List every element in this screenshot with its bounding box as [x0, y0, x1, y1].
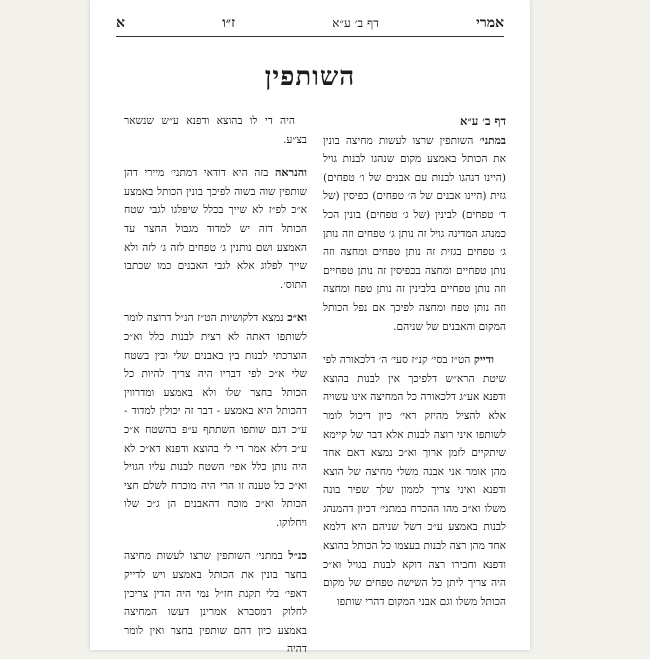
paragraph-5 [124, 546, 307, 659]
running-header [116, 12, 504, 34]
header-tractate: ז״ו [222, 14, 236, 31]
paragraph-4 [124, 308, 307, 532]
paragraph-2 [323, 350, 506, 611]
header-divider [116, 36, 504, 37]
right-column [323, 112, 506, 632]
left-column [124, 112, 308, 656]
paragraph-text: נמצא דלקושיות הט״ז הנ״ל דרוצה לומר לשותפו דאתה לא רצית לבנות כלל וא״כ הוצרכתי לבנות בין באבנים שלי ובין בשטח שלי א״כ לפי דבריו היה צריך להיות כל הכותל בחצר שלו ולא באמצע ומדרווין דהכותל היא באמצע - דבר זה יכולין למדוד - ע״כ דגם שותפו השתתף ע״פ בהשטח א״כ ע״כ דלא אמר די לי בהוצא ודפנא דא״כ לא היה נותן כלל אפי׳ השטח לבנות עליו הגויל וא״כ כל טענה זו הרי היה מוכרח לשלם חצי הכותל וא״כ מוכח דהאבנים הן ג״כ שלו ויחלוקו. [124, 312, 307, 529]
paragraph-3 [124, 163, 307, 294]
lead-word: כנ״ל [288, 548, 307, 563]
paragraph-text: היה די לו בהוצא ודפנא ע״ש שנשאר בצ״ע. [124, 115, 307, 146]
lead-word: וא״כ [287, 310, 307, 325]
lead-word: ודייק [473, 352, 494, 367]
header-folio: דף ב׳ ע״א [332, 15, 379, 30]
mishna-heading: במתני׳ [479, 134, 506, 147]
header-volume-letter: א [116, 14, 125, 31]
lead-word: והנראה [274, 165, 308, 180]
paragraph-text: השותפין שרצו לעשות מחיצה בונין את הכותל באמצע מקום שנהגו לבנות גויל (היינו דנהגו לבנות עם אבנים של ו׳ טפחים) גזית (היינו אבנים של ה׳ טפחים) כפיסין (של ד׳ טפחים) לבינין (של ג׳ טפחים) בונין הכל כמנהג המדינה גויל זה נותן ג׳ טפחים וזה נותן ג׳ טפחים בגזית זה נותן טפחים ומחצה וזה נותן טפחיים ומחצה בכפיסין זה נותן טפחיים וזה נותן טפחיים בלבינין זה נותן טפח ומחצה וזה נותן טפח ומחצה לפיכך אם נפל הכותל המקום והאבנים של שניהם. [323, 134, 506, 333]
header-book-name: אמרי [476, 14, 504, 31]
book-page [90, 0, 530, 656]
daf-heading: דף ב׳ ע״א [460, 114, 506, 128]
paragraph-1 [323, 112, 506, 336]
chapter-title: השותפין [264, 62, 356, 92]
paragraph-text: בזה היא דודאי דמתני׳ מיירי דהן שותפין שוה בשוה לפיכך בונין הכותל באמצע א״כ לפ״ז לא שייך בכלל שיפלגו לגבי שטח הכותל דזה יש למדוד מגבול החצר עד האמצע ושם נותנין ג׳ טפחים לזה ג׳ לזה ולא שייך לפלוג אלא לגבי האבנים כמו שכתבו התוס׳. [124, 167, 307, 291]
paragraph-text: הט״ז בסי׳ קנ״ז סעי׳ ה׳ דלכאורה לפי שיטת הרא״ש דלפיכך אין לבנות בהוצא ודפנא אע״ג דלכאורה כל המחיצה אינו עשויה אלא להציל מהיזק ראי׳ כיון דיכול לומר לשותפו איני רוצה לבנות אלא דבר של קיימא שיתקיים לזמן ארוך וא״כ נמצא דאם אחד מהן אומר אני אבנה משלי מחיצה של הוצא ודפנא ואיני צריך לממון שלך שפיר בונה משלו וא״כ מהו ההכרח במתני׳ דכיון דהמנהג לבנות באמצע ע״כ דשל שניהם היא דלמא אחד מהן רצה לבנות בעצמו כל הכותל בהוצא ודפנא וחבירו רצה דוקא לבנות בגויל וא״כ היה צריך ליתן כל השישה טפחים של מקום הכותל משלו וגם אבני המקום דהרי שותפו [323, 354, 506, 608]
paragraph-text: במתני׳ השותפין שרצו לעשות מחיצה בחצר בונין את הכותל באמצע ויש לדייק דאפי׳ בלי תקנת חז״ל נמי היה הדין צריכין לחלוק דמסברא אמרינן דעשו המחיצה באמצע כיון דהם שותפין בחצר ואין לומר דהיה [124, 550, 307, 656]
paragraph-continuation [124, 112, 307, 149]
